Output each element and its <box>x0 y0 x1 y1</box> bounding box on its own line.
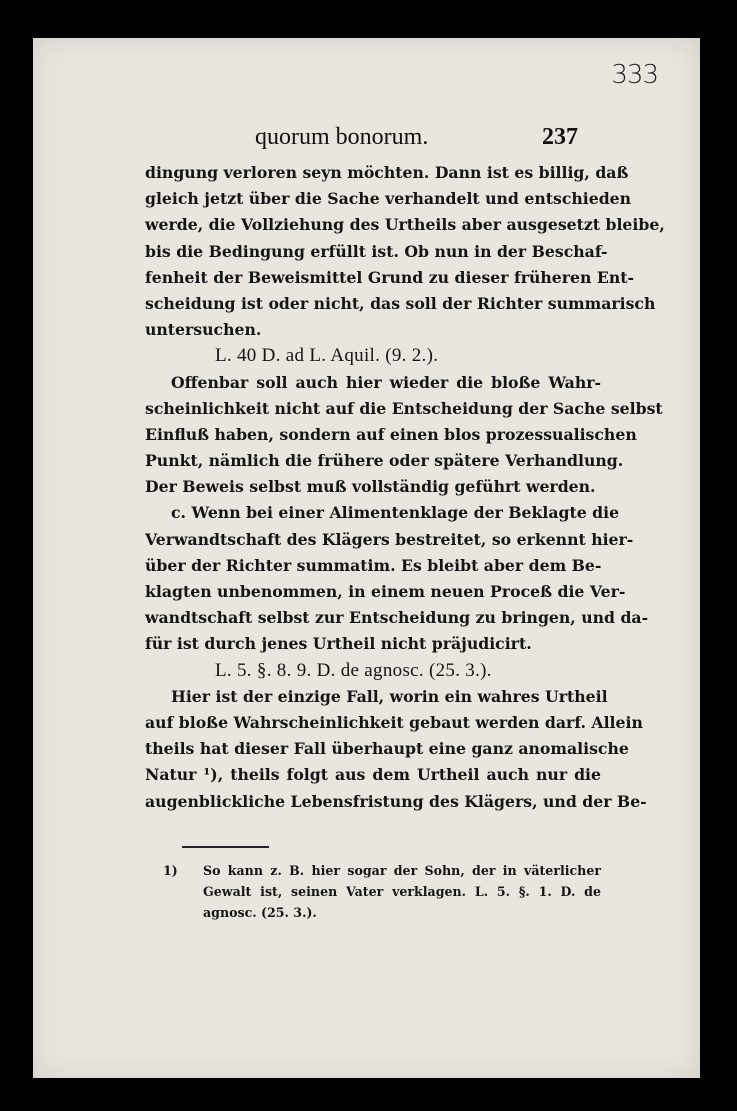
text-line: dingung verloren seyn möchten. Dann ist es billig, daß <box>145 163 629 182</box>
footnote-rule <box>182 846 269 848</box>
text-line: für ist durch jenes Urtheil nicht präjudicirt. <box>145 634 532 654</box>
text-line: gleich jetzt über die Sache verhandelt und entschieden <box>145 189 632 209</box>
text-line: wandtschaft selbst zur Entscheidung zu bringen, und da- <box>145 608 649 628</box>
scanned-page <box>33 38 700 1078</box>
legal-citation: L. 5. §. 8. 9. D. de agnosc. (25. 3.). <box>215 659 492 681</box>
body-text <box>145 160 665 815</box>
legal-citation: L. 40 D. ad L. Aquil. (9. 2.). <box>215 345 439 367</box>
text-line: Hier ist der einzige Fall, worin ein wahres Urtheil <box>171 686 608 706</box>
text-line: fenheit der Beweismittel Grund zu dieser früheren Ent- <box>145 267 635 287</box>
text-line: Einfluß haben, sondern auf einen blos prozessualischen <box>145 424 637 444</box>
text-line: Natur ¹), theils folgt aus dem Urtheil auch nur die <box>145 765 601 785</box>
footnote-line: Gewalt ist, seinen Vater verklagen. L. 5. §. 1. D. de <box>203 884 601 899</box>
text-line: auf bloße Wahrscheinlichkeit gebaut werden darf. Allein <box>145 712 643 732</box>
text-line: Der Beweis selbst muß vollständig geführt werden. <box>145 477 596 497</box>
running-head <box>145 124 578 154</box>
running-title: quorum bonorum. <box>255 124 429 150</box>
text-line: Offenbar soll auch hier wieder die bloße Wahr- <box>171 372 601 392</box>
footnote <box>163 860 601 923</box>
footnote-line: agnosc. (25. 3.). <box>203 905 317 920</box>
text-line: klagten unbenommen, in einem neuen Proceß die Ver- <box>145 582 626 601</box>
text-line: c. Wenn bei einer Alimentenklage der Beklagte die <box>171 503 620 523</box>
text-line: Verwandtschaft des Klägers bestreitet, so erkennt hier- <box>145 529 634 549</box>
text-line: Punkt, nämlich die frühere oder spätere Verhandlung. <box>145 451 624 471</box>
text-line: scheidung ist oder nicht, das soll der Richter summarisch <box>145 293 656 313</box>
page-number: 237 <box>542 124 578 150</box>
text-line: untersuchen. <box>145 320 262 340</box>
footnote-line: So kann z. B. hier sogar der Sohn, der in väterlicher <box>203 863 601 878</box>
footnote-marker: 1) <box>163 863 178 878</box>
text-line: werde, die Vollziehung des Urtheils aber ausgesetzt bleibe, <box>145 215 665 235</box>
archive-number: 333 <box>611 60 658 90</box>
text-line: scheinlichkeit nicht auf die Entscheidung der Sache selbst <box>145 398 663 418</box>
text-line: theils hat dieser Fall überhaupt eine ganz anomalische <box>145 739 629 759</box>
text-line: bis die Bedingung erfüllt ist. Ob nun in der Beschaf- <box>145 241 608 261</box>
text-line: über der Richter summatim. Es bleibt aber dem Be- <box>145 555 602 575</box>
text-line: augenblickliche Lebensfristung des Klägers, und der Be- <box>145 791 647 811</box>
